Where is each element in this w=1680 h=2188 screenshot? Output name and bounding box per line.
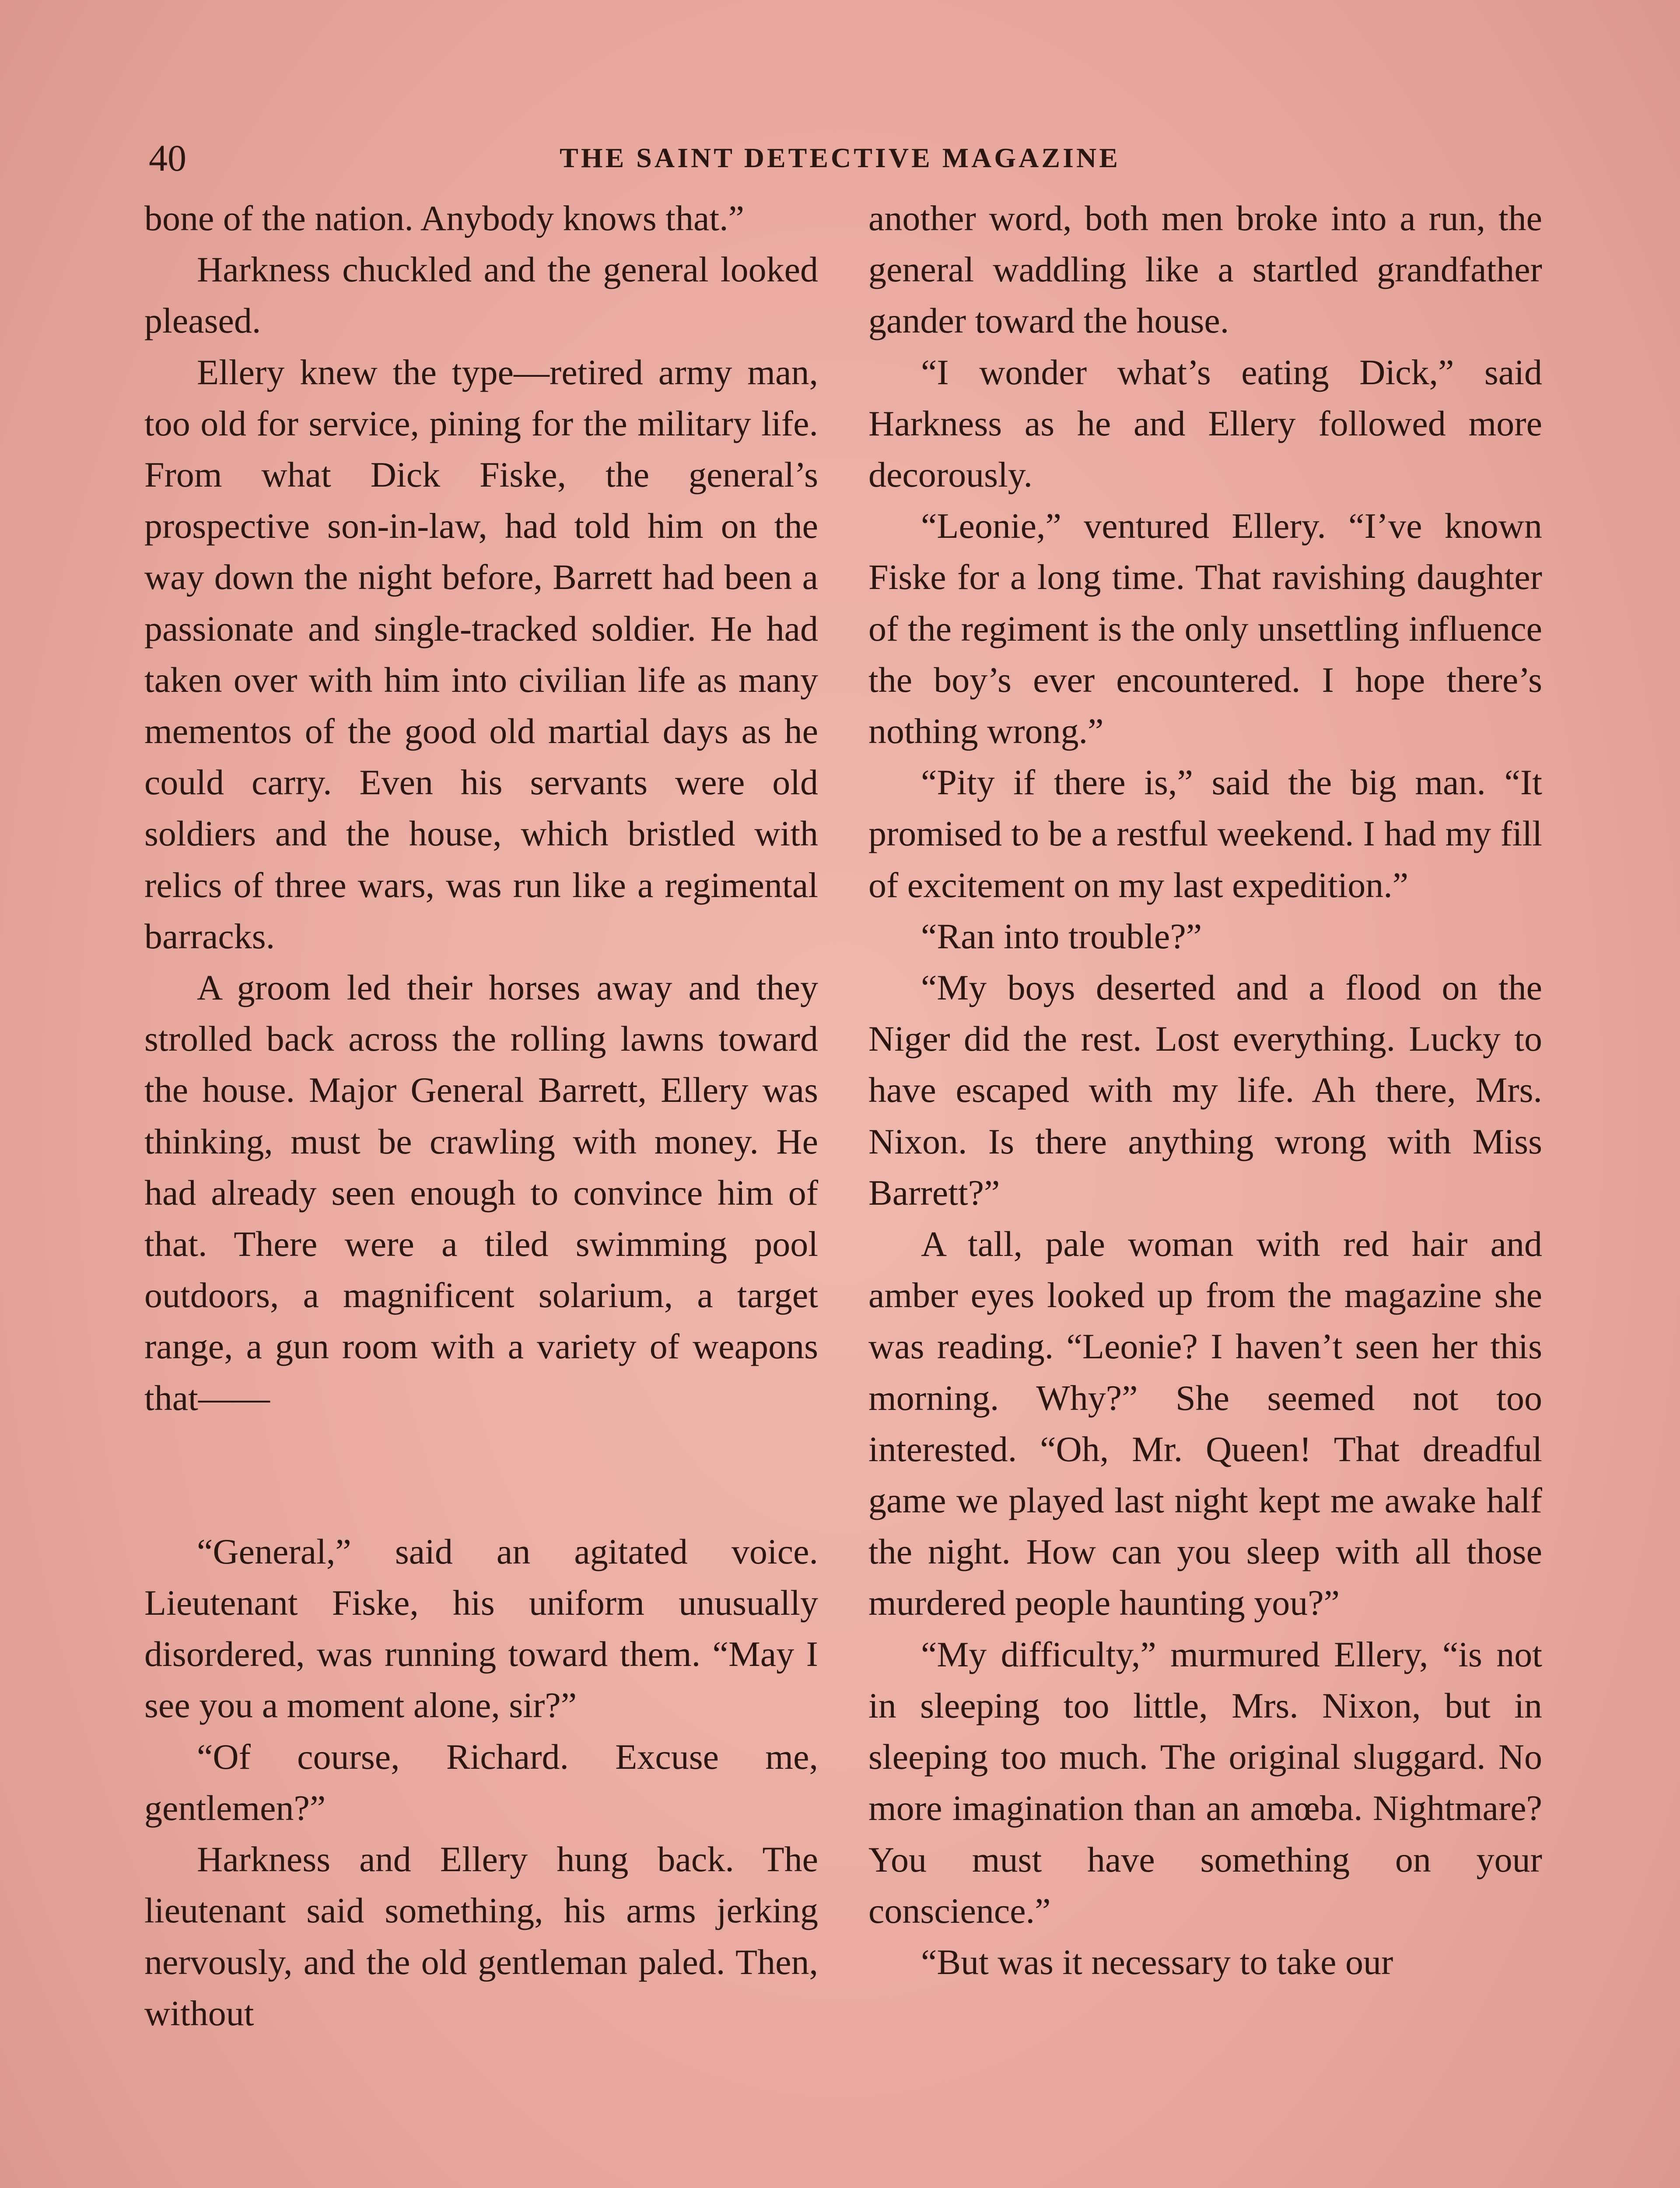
paragraph: “Ran into trouble?” — [921, 916, 1202, 956]
paragraph: A groom led their horses away and they strolled back across the rolling lawns toward the house. Major General Barrett, Ellery was thinking, must be crawling with money. He had already seen enough to convince him of that. There were a tiled swimming pool outdoors, a magnificent solarium, a target range, a gun room with a variety of weapons that—— — [144, 968, 818, 1418]
paragraph: “Pity if there is,” said the big man. “It promised to be a restful weekend. I had my fill of excitement on my last expedition.” — [868, 762, 1542, 905]
right-column — [868, 193, 1542, 1988]
paragraph: Harkness and Ellery hung back. The lieutenant said something, his arms jerking nervously, and the old gentleman paled. Then, without — [144, 1839, 818, 2033]
left-column — [144, 193, 818, 2039]
paragraph: “My boys deserted and a flood on the Niger did the rest. Lost everything. Lucky to have escaped with my life. Ah there, Mrs. Nixon. Is there anything wrong with Miss Barrett?” — [868, 968, 1542, 1213]
paragraph: “Of course, Richard. Excuse me, gentlemen?” — [144, 1736, 818, 1828]
page-number: 40 — [149, 137, 186, 179]
paragraph: A tall, pale woman with red hair and amber eyes looked up from the magazine she was reading. “Leonie? I haven’t seen her this morning. Why?” She seemed not too interested. “Oh, Mr. Queen! That dreadful game we played last night kept me awake half the night. How can you sleep with all those murdered people haunting you?” — [868, 1224, 1542, 1623]
section-break — [144, 1424, 818, 1526]
paragraph: Ellery knew the type—retired army man, too old for service, pining for the military life. From what Dick Fiske, the general’s prospective son-in-law, had told him on the way down the night before, Barrett had been a passionate and single-tracked soldier. He had taken over with him into civilian life as many mementos of the good old martial days as he could carry. Even his servants were old soldiers and the house, which bristled with relics of three wars, was run like a regimental barracks. — [144, 352, 818, 956]
paragraph: bone of the nation. Anybody knows that.” — [144, 198, 745, 238]
page-header — [149, 134, 1531, 182]
paragraph: “My difficulty,” murmured Ellery, “is not in sleeping too little, Mrs. Nixon, but in sleeping too much. The original sluggard. No more imagination than an amœba. Nightmare? You must have something on your conscience.” — [868, 1634, 1542, 1931]
paragraph: Harkness chuckled and the general looked pleased. — [144, 249, 818, 341]
paragraph: “General,” said an agitated voice. Lieutenant Fiske, his uniform unusually disordered, was running toward them. “May I see you a moment alone, sir?” — [144, 1531, 818, 1725]
paragraph: another word, both men broke into a run, the general waddling like a startled grandfather gander toward the house. — [868, 198, 1542, 341]
paragraph: “But was it necessary to take our — [921, 1942, 1393, 1982]
paragraph: “Leonie,” ventured Ellery. “I’ve known Fiske for a long time. That ravishing daughter of the regiment is the only unsettling influence the boy’s ever encountered. I hope there’s nothing wrong.” — [868, 506, 1542, 751]
paragraph: “I wonder what’s eating Dick,” said Harkness as he and Ellery followed more decorously. — [868, 352, 1542, 495]
running-title: THE SAINT DETECTIVE MAGAZINE — [560, 142, 1120, 173]
